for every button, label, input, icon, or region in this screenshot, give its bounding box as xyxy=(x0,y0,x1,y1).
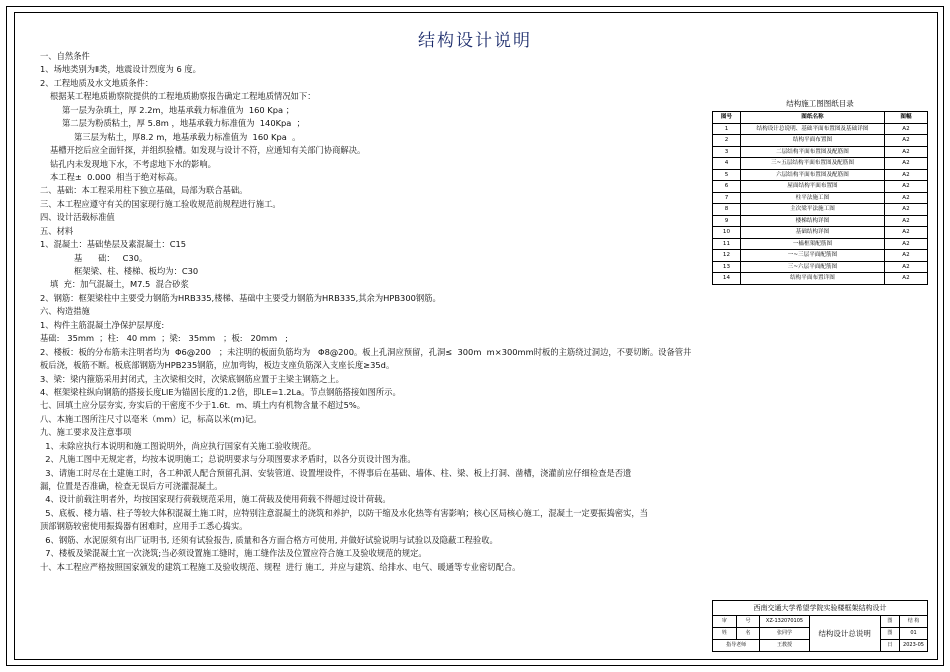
spec-line: 基槽开挖后应全面钎探，并组织验槽。如发现与设计不符，应通知有关部门协商解决。 xyxy=(50,145,366,156)
drawing-size: A2 xyxy=(884,261,927,273)
drawing-name: 三~五层结构平面布置图及配筋图 xyxy=(740,158,884,170)
spec-line: 五、材料 xyxy=(40,225,74,236)
drawing-list-header-size: 图幅 xyxy=(884,112,927,124)
spec-line: 顶部钢筋较密使用振捣器有困难时，应用手工悉心捣实。 xyxy=(40,521,248,532)
student-name-value: 张同学 xyxy=(760,628,809,640)
drawing-name: 主次梁平法施工图 xyxy=(740,204,884,216)
table-row xyxy=(713,146,928,158)
spec-line: 三、本工程应遵守有关的国家现行施工验收规范前规程进行施工。 xyxy=(40,198,281,209)
drawing-no: 2 xyxy=(713,135,741,147)
table-row xyxy=(713,192,928,204)
table-row xyxy=(713,181,928,193)
spec-line: 2、凡施工图中无规定者，均按本说明施工；总说明要求与分项图要求矛盾时，以各分页设计图为准。 xyxy=(40,454,416,465)
spec-line: 7、楼板及梁混凝土宜一次浇筑;当必须设置施工缝时，施工缝作法及位置应符合施工及验收规范的规定。 xyxy=(40,548,427,559)
page-title: 结构设计说明 xyxy=(418,31,532,51)
student-id-value: XZ-132070105 xyxy=(760,616,809,628)
spec-line: 5、底板、楼力墙、柱子等较大体积混凝土施工时，应特别注意混凝土的浇筑和养护，以防干缩及水化热等有害影响；核心区局核心施工，混凝土一定要振捣密实，当 xyxy=(40,507,648,518)
drawing-no: 11 xyxy=(713,238,741,250)
spec-line: 漏，位置是否准确，检查无误后方可浇灌混凝土。 xyxy=(40,481,223,491)
spec-line: 七、回填土应分层夯实, 夯实后的干密度不少于1.6t．m、填土内有机物含量不超过5%。 xyxy=(40,400,366,411)
drawing-size: A2 xyxy=(884,158,927,170)
drawing-no: 7 xyxy=(713,192,741,204)
drawing-no: 5 xyxy=(713,169,741,181)
spec-line: 第三层为粘土，厚8.2 m，地基承载力标准值为 160 Kpa 。 xyxy=(74,131,301,142)
spec-line: 基 础： C30。 xyxy=(74,252,148,263)
advisor-value: 王教授 xyxy=(760,640,809,652)
drawing-no: 12 xyxy=(713,250,741,262)
spec-line: 4、框架梁柱纵向钢筋的搭接长度LlE为锚固长度的1.2倍，即LE=1.2La。节点钢筋搭接如图所示。 xyxy=(40,386,401,397)
title-block-table xyxy=(712,600,928,652)
student-id-label-2: 号 xyxy=(736,616,760,628)
student-id-label-1: 审 xyxy=(713,616,737,628)
drawing-no: 13 xyxy=(713,261,741,273)
specification-text xyxy=(40,50,700,574)
student-name-label-1: 姓 xyxy=(713,628,737,640)
spec-line: 四、设计活载标准值 xyxy=(40,212,115,223)
spec-line: 本工程± 0.000 相当于绝对标高。 xyxy=(50,171,183,182)
drawing-no: 9 xyxy=(713,215,741,227)
drawing-size: A2 xyxy=(884,250,927,262)
spec-line: 1、构件主筋混凝土净保护层厚度: xyxy=(40,319,165,330)
title-block xyxy=(712,600,928,652)
table-row xyxy=(713,123,928,135)
drawing-title: 结构设计总说明 xyxy=(809,616,880,652)
table-row xyxy=(713,215,928,227)
drawing-list-header-name: 图纸名称 xyxy=(740,112,884,124)
drawing-no: 1 xyxy=(713,123,741,135)
drawing-name: 一榀框架配筋图 xyxy=(740,238,884,250)
drawing-name: 三~六层平面配筋图 xyxy=(740,261,884,273)
drawing-list xyxy=(712,98,928,285)
spec-line: 第二层为粉质粘土，厚 5.8m ，地基承载力标准值为 140Kpa ； xyxy=(62,118,305,129)
drawing-no: 4 xyxy=(713,158,741,170)
spec-line: 六、构造措施 xyxy=(40,306,90,317)
sheet-category-label: 图 xyxy=(880,616,899,628)
drawing-no: 6 xyxy=(713,181,741,193)
spec-line: 八、本施工图所注尺寸以毫米（mm）记，标高以米(m)记。 xyxy=(40,413,262,424)
spec-line: 6、钢筋、水泥原须有出厂证明书, 还须有试验报告, 质量和各方面合格方可使用, 并做好试验说明与试验以及隐蔽工程验收。 xyxy=(40,534,498,545)
drawing-list-caption: 结构施工图图纸目录 xyxy=(786,99,854,108)
drawing-name: 二层结构平面布置图及配筋图 xyxy=(740,146,884,158)
title-block-row xyxy=(713,616,928,628)
spec-line: 十、本工程应严格按照国家颁发的建筑工程施工及验收规范、规程 进行 施工, 并应与建筑、给排水、电气、暖通等专业密切配合。 xyxy=(40,561,521,572)
drawing-no: 8 xyxy=(713,204,741,216)
drawing-name: 楼梯结构详图 xyxy=(740,215,884,227)
spec-line: 2、楼板：板的分布筋未注明者均为 Φ6@200 ；未注明的板面负筋均为 Φ8@200。板上孔洞应预留，孔洞≤ 300m m×300mm时板的主筋绕过洞边，不要切断。设备管井 xyxy=(40,346,692,357)
spec-line: 2、工程地质及水文地质条件： xyxy=(40,77,154,88)
drawing-size: A2 xyxy=(884,215,927,227)
spec-line: 九、施工要求及注意事项 xyxy=(40,427,132,438)
drawing-size: A2 xyxy=(884,135,927,147)
drawing-list-table xyxy=(712,111,928,285)
spec-line: 一、自然条件 xyxy=(40,51,90,61)
drawing-list-header-no: 图号 xyxy=(713,112,741,124)
advisor-label: 指导老师 xyxy=(713,640,760,652)
student-name-label-2: 名 xyxy=(736,628,760,640)
table-row xyxy=(713,273,928,285)
table-row xyxy=(713,250,928,262)
drawing-size: A2 xyxy=(884,146,927,158)
drawing-size: A2 xyxy=(884,123,927,135)
date-label: 日 xyxy=(880,640,899,652)
table-row xyxy=(713,227,928,239)
drawing-name: 屋面结构平面布置图 xyxy=(740,181,884,193)
sheet-number-value: 01 xyxy=(900,628,928,640)
drawing-name: 六层结构平面布置图及配筋图 xyxy=(740,169,884,181)
date-value: 2023-05 xyxy=(900,640,928,652)
table-row xyxy=(713,261,928,273)
spec-line: 3、请施工时尽在土建施工时，各工种派人配合预留孔洞、安装管道、设置埋设件，不得事后在基础、墙体、柱、梁、板上打洞、凿槽，浇灌前应仔细检查是否遗 xyxy=(40,467,632,478)
table-row xyxy=(713,135,928,147)
spec-line: 4、设计前载注明者外，均按国家现行荷载规范采用，施工荷载及使用荷载不得超过设计荷载。 xyxy=(40,494,391,505)
drawing-no: 14 xyxy=(713,273,741,285)
drawing-name: 结构平面布置图 xyxy=(740,135,884,147)
table-row xyxy=(713,169,928,181)
spec-line: 钻孔内未发现地下水，不考虑地下水的影响。 xyxy=(50,158,216,169)
spec-line: 1、场地类别为Ⅱ类，地震设计烈度为 6 度。 xyxy=(40,64,201,75)
spec-line: 二、基础：本工程采用柱下独立基础，局部为联合基础。 xyxy=(40,185,248,196)
table-row xyxy=(713,238,928,250)
spec-line: 3、梁：梁内箍筋采用封闭式，主次梁相交时，次梁底钢筋应置于主梁主钢筋之上。 xyxy=(40,373,344,384)
drawing-no: 3 xyxy=(713,146,741,158)
spec-line: 第一层为杂填土，厚 2.2m，地基承载力标准值为 160 Kpa ； xyxy=(62,104,295,115)
drawing-name: 结构平面布置详图 xyxy=(740,273,884,285)
drawing-size: A2 xyxy=(884,238,927,250)
title-block-school-row xyxy=(713,601,928,616)
spec-line: 板后浇，板筋不断。板底部钢筋为HPB235钢筋，应加弯钩，板边支座负筋深入支座长度≥35d。 xyxy=(40,360,395,371)
spec-line: 2、钢筋：框架梁柱中主要受力钢筋为HRB335,楼梯、基础中主要受力钢筋为HRB335,其余为HPB300钢筋。 xyxy=(40,292,441,303)
spec-line: 框架梁、柱、楼梯、板均为：C30 xyxy=(74,266,199,276)
spec-line: 基础: 35mm ；柱: 40 mm ；梁: 35mm ；板: 20mm ; xyxy=(40,333,288,344)
drawing-size: A2 xyxy=(884,273,927,285)
sheet-category-value: 结 构 xyxy=(900,616,928,628)
table-row xyxy=(713,158,928,170)
drawing-name: 柱平法施工图 xyxy=(740,192,884,204)
drawing-size: A2 xyxy=(884,169,927,181)
drawing-size: A2 xyxy=(884,227,927,239)
drawing-list-header-row xyxy=(713,112,928,124)
drawing-name: 结构设计总说明、基础平面布置图及基础详图 xyxy=(740,123,884,135)
drawing-size: A2 xyxy=(884,181,927,193)
spec-line: 1、未除应执行本说明和施工图说明外，尚应执行国家有关施工验收规范。 xyxy=(40,440,317,451)
spec-line: 1、混凝土：基础垫层及素混凝土：C15 xyxy=(40,239,187,250)
sheet-number-label: 图 xyxy=(880,628,899,640)
table-row xyxy=(713,204,928,216)
drawing-size: A2 xyxy=(884,204,927,216)
spec-line: 填 充：加气混凝土，M7.5 混合砂浆 xyxy=(50,279,189,290)
drawing-no: 10 xyxy=(713,227,741,239)
school-name: 西南交通大学希望学院实验楼框架结构设计 xyxy=(713,601,928,616)
drawing-size: A2 xyxy=(884,192,927,204)
spec-line: 根据某工程地质勘察院提供的工程地质勘察报告确定工程地质情况如下： xyxy=(50,91,316,102)
drawing-name: 基础结构详图 xyxy=(740,227,884,239)
drawing-name: 一~三层平面配筋图 xyxy=(740,250,884,262)
